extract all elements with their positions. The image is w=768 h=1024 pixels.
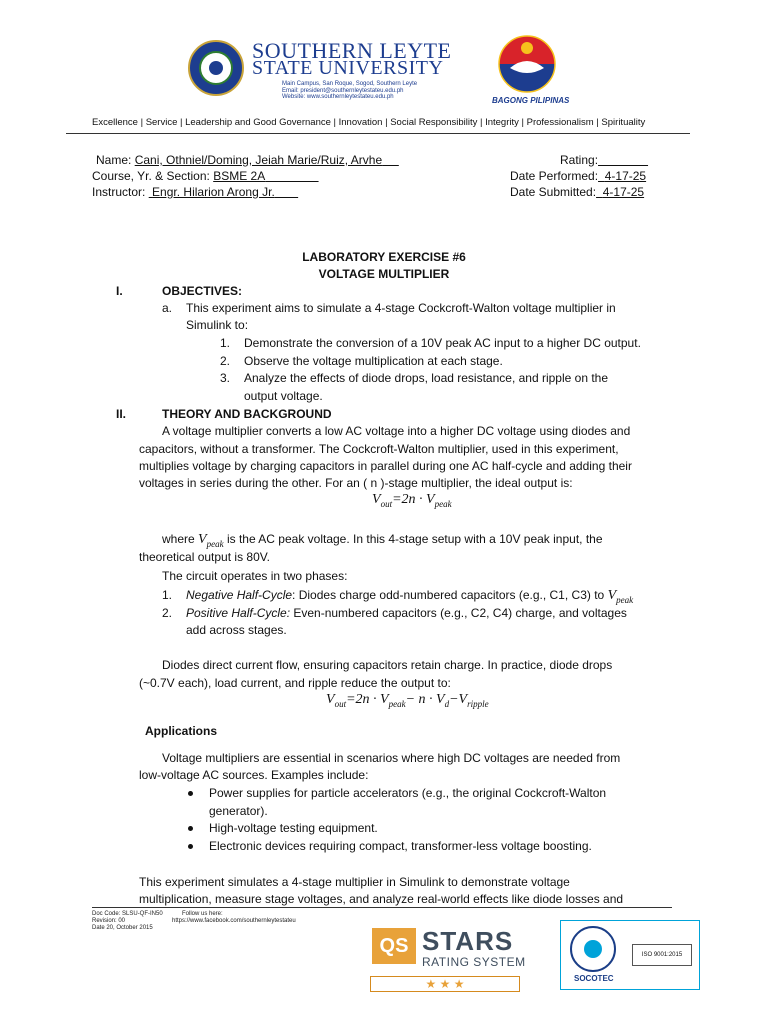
course-value: BSME 2A (213, 169, 266, 183)
iso-badge: ISO 9001:2015 (632, 944, 692, 966)
core-values-motto: Excellence | Service | Leadership and Good Governance | Innovation | Social Responsibility | Integrity | Professionalism | Spirituality (92, 117, 646, 128)
bullet-icon (188, 826, 193, 831)
university-name-line1: SOUTHERN LEYTE (252, 38, 452, 63)
name-row (96, 153, 399, 167)
campus-address: Main Campus, San Roque, Sogod, Southern Leyte (282, 81, 418, 87)
bullet-icon (188, 844, 193, 849)
objective-item-1: Demonstrate the conversion of a 10V peak AC input to a higher DC output. (244, 336, 641, 350)
objective-item-3-num: 3. (220, 371, 231, 385)
header-divider (66, 133, 690, 134)
objectives-heading: OBJECTIVES: (162, 284, 243, 298)
application-item-3: Electronic devices requiring compact, transformer-less voltage boosting. (209, 839, 592, 853)
qs-star-bar (370, 976, 520, 992)
where-line1: where $V_{peak}$ is the AC peak voltage. In this 4-stage setup with a 10V peak input, the (162, 532, 603, 549)
objectives-numeral: I. (116, 284, 123, 298)
bullet-icon (188, 791, 193, 796)
date-submitted-label: Date Submitted: (510, 185, 597, 199)
university-email: Email: president@southernleytestateu.edu.ph (282, 88, 404, 94)
application-item-1-line2: generator). (209, 804, 268, 818)
theory-p2-line2: (~0.7V each), load current, and ripple reduce the output to: (139, 676, 451, 690)
university-website: Website: www.southernleytestateu.edu.ph (282, 94, 394, 100)
qs-logo: QS (372, 928, 416, 964)
theory-p1-line3: multiplies voltage by charging capacitors in parallel during one AC half-cycle and adding their (139, 459, 632, 473)
date-performed-value: 4-17-25 (604, 169, 647, 183)
course-row (92, 169, 319, 183)
closing-line2: multiplication, measure stage voltages, and analyze real-world effects like diode losses and (139, 892, 624, 906)
instructor-row (92, 185, 298, 199)
phase-1-num: 1. (162, 588, 173, 602)
footer-date: Date 20, October 2015 (92, 925, 153, 931)
theory-p1-line2: capacitors, without a transformer. The Cockcroft-Walton multiplier, used in this experiment, (139, 442, 619, 456)
objective-item-1-num: 1. (220, 336, 231, 350)
theory-heading: THEORY AND BACKGROUND (162, 407, 332, 421)
applications-p-line2: low-voltage AC sources. Examples include: (139, 768, 369, 782)
theory-p2-line1: Diodes direct current flow, ensuring capacitors retain charge. In practice, diode drops (162, 658, 613, 672)
doc-code: Doc Code: SLSU-QF-IN50 (92, 911, 163, 917)
phase-1-text: Negative Half-Cycle: Diodes charge odd-numbered capacitors (e.g., C1, C3) to $V_{peak}$ (186, 588, 634, 605)
application-item-2: High-voltage testing equipment. (209, 821, 378, 835)
theory-p1-line1: A voltage multiplier converts a low AC voltage into a higher DC voltage using diodes and (162, 424, 631, 438)
phase-2-line2: add across stages. (186, 623, 287, 637)
date-submitted-value: 4-17-25 (602, 185, 645, 199)
exercise-title: VOLTAGE MULTIPLIER (318, 267, 450, 281)
objective-a-line2: Simulink to: (186, 318, 249, 332)
objective-item-2: Observe the voltage multiplication at each stage. (244, 354, 503, 368)
objective-item-2-num: 2. (220, 354, 231, 368)
course-label: Course, Yr. & Section: (92, 169, 210, 183)
footer-divider (92, 907, 672, 908)
rating-label: Rating: (560, 153, 599, 167)
star-icon: ★ ★ ★ (425, 977, 465, 991)
phases-intro: The circuit operates in two phases: (162, 569, 348, 583)
name-value: Cani, Othniel/Doming, Jeiah Marie/Ruiz, Arvhe (134, 153, 383, 167)
phase-2-text: Positive Half-Cycle: Even-numbered capacitors (e.g., C2, C4) charge, and voltages (186, 606, 627, 620)
application-item-1-line1: Power supplies for particle accelerators (e.g., the original Cockcroft-Walton (209, 786, 607, 800)
date-performed-label: Date Performed: (510, 169, 599, 183)
rating-row (560, 153, 648, 167)
objective-a-label: a. (162, 301, 173, 315)
where-line2: theoretical output is 80V. (139, 550, 270, 564)
closing-line1: This experiment simulates a 4-stage multiplier in Simulink to demonstrate voltage (139, 875, 570, 889)
applications-heading: Applications (145, 724, 218, 738)
date-performed-row (510, 169, 646, 183)
applications-p-line1: Voltage multipliers are essential in scenarios where high DC voltages are needed from (162, 751, 621, 765)
phase-2-num: 2. (162, 606, 173, 620)
university-seal-icon (188, 40, 244, 96)
exercise-number: LABORATORY EXERCISE #6 (302, 250, 466, 264)
facebook-link[interactable]: https://www.facebook.com/southernleytestateu (172, 918, 296, 924)
practical-output-equation: $V_{out}=2n \cdot V_{peak}- n \cdot V_d-V_{ripple}$ (326, 692, 489, 709)
objective-item-3-line2: output voltage. (244, 389, 323, 403)
bagong-pilipinas-logo-icon (492, 34, 562, 96)
university-name-line2: STATE UNIVERSITY (252, 57, 444, 79)
qs-stars-word: STARS (422, 926, 514, 956)
bagong-pilipinas-text: BAGONG PILIPINAS (492, 96, 570, 105)
socotec-mark-icon (584, 940, 602, 958)
objective-a-line1: This experiment aims to simulate a 4-stage Cockcroft-Walton voltage multiplier in (186, 301, 616, 315)
qs-rating-system: RATING SYSTEM (422, 955, 526, 969)
instructor-label: Instructor: (92, 185, 146, 199)
objective-item-3-line1: Analyze the effects of diode drops, load resistance, and ripple on the (244, 371, 609, 385)
socotec-word: SOCOTEC (574, 974, 614, 983)
date-submitted-row (510, 185, 644, 199)
theory-numeral: II. (116, 407, 127, 421)
follow-us: Follow us here: (182, 911, 223, 917)
ideal-output-equation: $V_{out}=2n \cdot V_{peak}$ (372, 492, 452, 509)
instructor-value: Engr. Hilarion Arong Jr. (152, 185, 275, 199)
revision: Revision: 00 (92, 918, 126, 924)
name-label: Name: (96, 153, 132, 167)
theory-p1-line4: voltages in series during the other. For an ( n )-stage multiplier, the ideal output is: (139, 476, 573, 490)
